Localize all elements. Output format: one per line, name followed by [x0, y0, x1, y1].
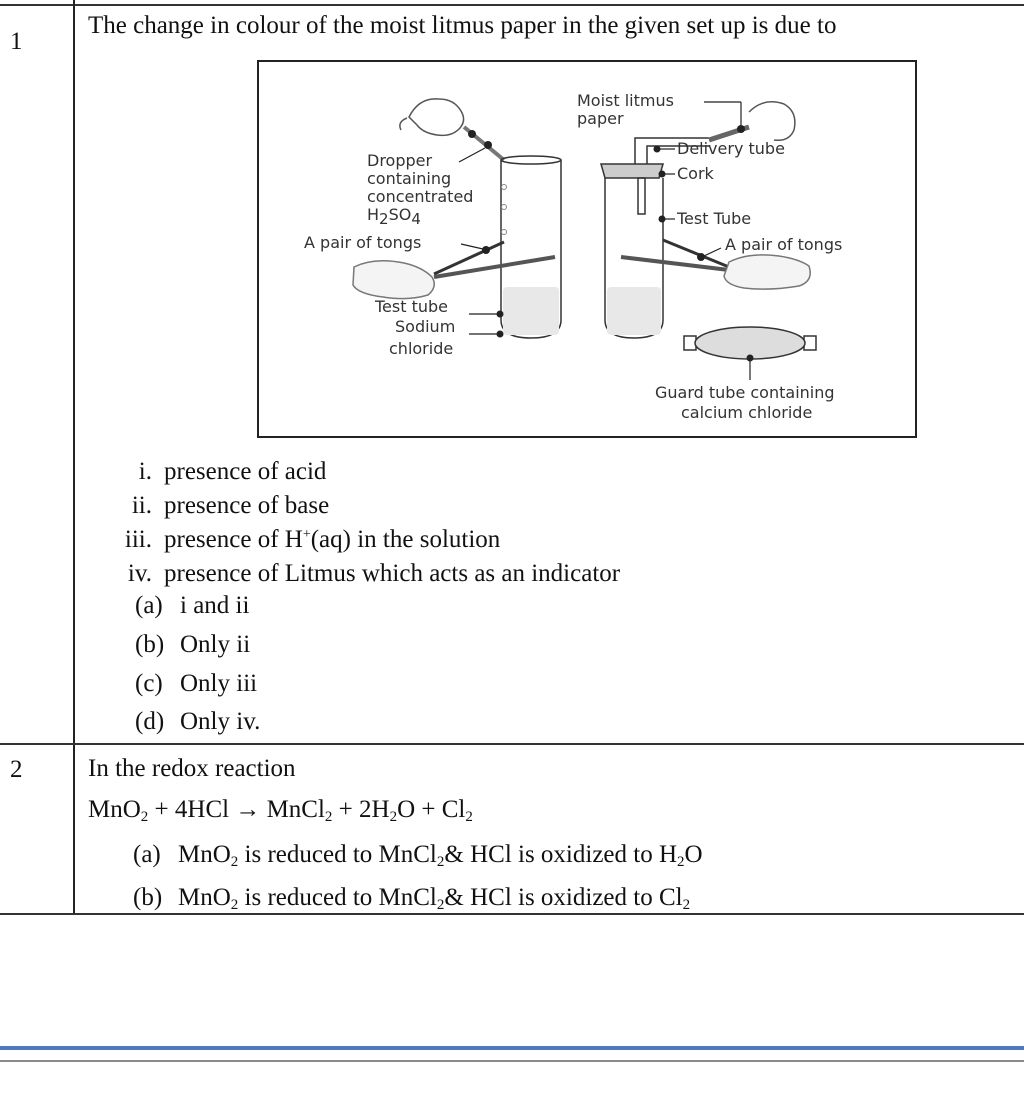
- question-number-1: 1: [10, 28, 23, 55]
- table-top-border: [0, 4, 1024, 6]
- statement-i: i. presence of acid: [138, 458, 327, 485]
- label-tongs-left: A pair of tongs: [304, 233, 422, 252]
- q1-option-d[interactable]: (d) Only iv.: [135, 708, 261, 735]
- label-test-tube-right: Test Tube: [677, 209, 752, 228]
- label-sodium: Sodium: [395, 317, 456, 336]
- label-guard-tube: Guard tube containing: [655, 383, 835, 402]
- label-calcium-chloride: calcium chloride: [681, 403, 813, 422]
- label-cork: Cork: [677, 164, 714, 183]
- q1-option-a[interactable]: (a) i and ii: [135, 592, 250, 619]
- row-divider: [0, 743, 1024, 745]
- statement-iii: iii. presence of H+(aq) in the solution: [124, 526, 501, 553]
- statement-iv: iv. presence of Litmus which acts as an indicator: [127, 560, 621, 587]
- footer-rule-blue: [0, 1046, 1024, 1050]
- label-paper: paper: [577, 109, 624, 128]
- footer-rule-gray: [0, 1060, 1024, 1062]
- q1-option-c[interactable]: (c) Only iii: [135, 670, 258, 697]
- label-delivery-tube: Delivery tube: [677, 139, 785, 158]
- label-tongs-right: A pair of tongs: [725, 235, 843, 254]
- question-2-stem: In the redox reaction: [88, 755, 296, 782]
- experiment-diagram: [257, 60, 917, 438]
- column-divider: [73, 0, 75, 915]
- q1-option-b[interactable]: (b) Only ii: [135, 631, 251, 658]
- question-number-2: 2: [10, 756, 23, 783]
- label-moist-litmus: Moist litmus: [577, 91, 674, 110]
- redox-equation: MnO$_2$ + 4HCl → MnCl$_2$ + $2H_2O + Cl_2$: [88, 796, 473, 825]
- statement-ii: ii. presence of base: [131, 492, 330, 519]
- label-chloride: chloride: [389, 339, 454, 358]
- question-1-stem: The change in colour of the moist litmus paper in the given set up is due to: [88, 12, 837, 39]
- q2-option-a[interactable]: (a) MnO$_2$ is reduced to MnCl$_2$& HCl is oxidized to $H_2O$: [133, 841, 703, 870]
- table-bottom-border: [0, 913, 1024, 915]
- label-dropper: Dropper containing concentrated $H_2SO_4$: [367, 151, 474, 228]
- label-test-tube-left: Test tube: [375, 297, 449, 316]
- q2-option-b[interactable]: (b) MnO$_2$ is reduced to MnCl$_2$& HCl is oxidized to $Cl_2$: [133, 884, 691, 913]
